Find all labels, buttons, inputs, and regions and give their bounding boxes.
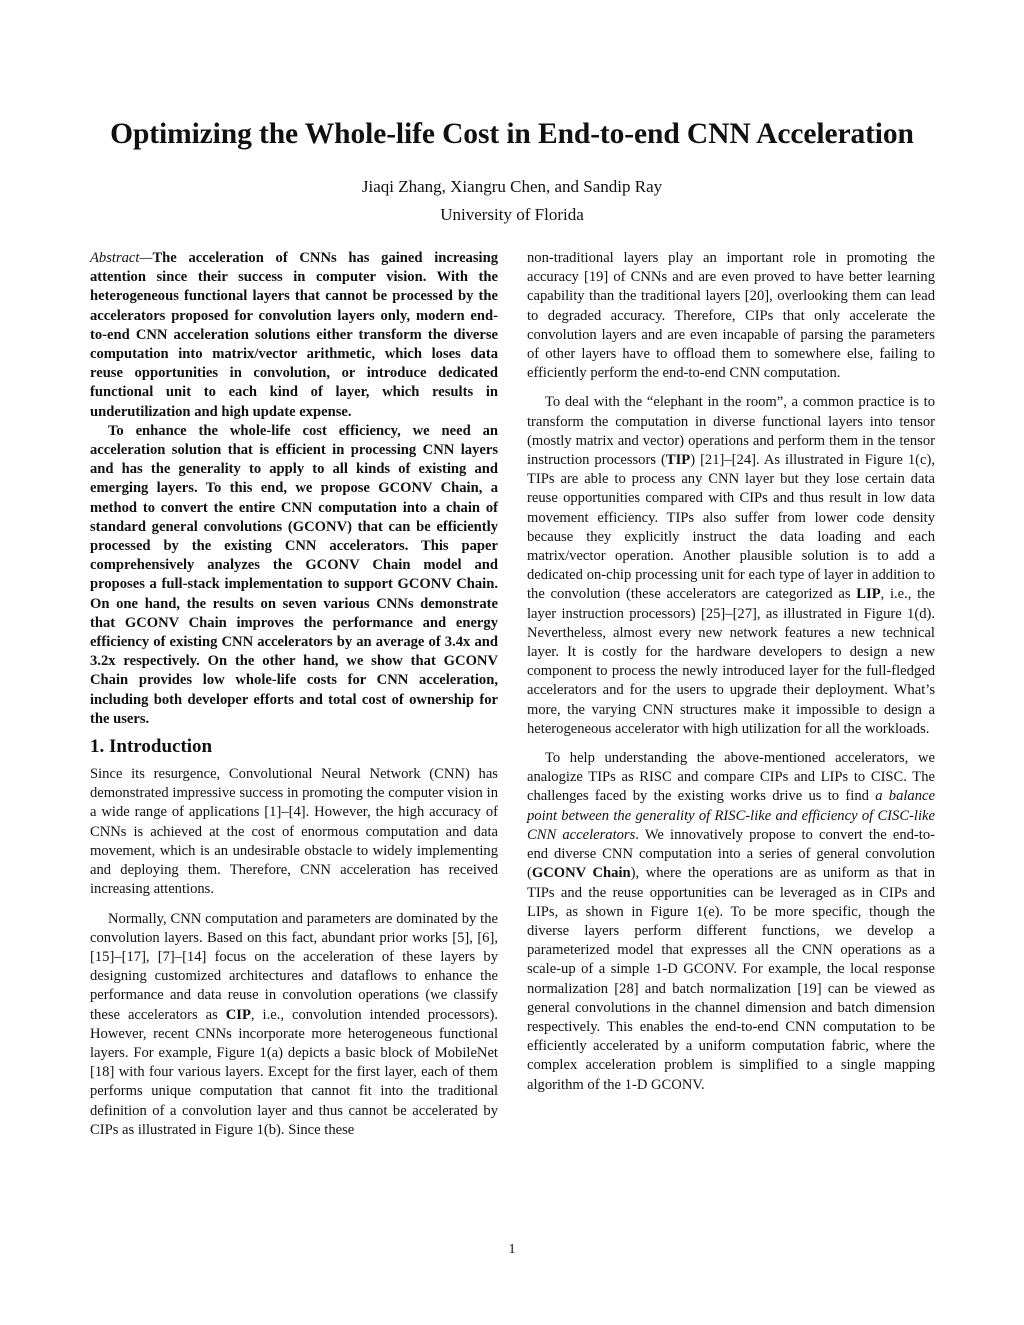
intro-paragraph-4 <box>527 393 935 739</box>
page-number: 1 <box>508 1242 516 1257</box>
term-gconv-chain: GCONV Chain <box>531 865 631 882</box>
intro-p5-text-a: To help understanding the above-mentioned accelerators, we analogize TIPs as RISC and compare CIPs and LIPs to CISC. The challenges faced by the existing works drive us to find <box>527 750 935 805</box>
intro-p5-text-b: . We innovatively propose to convert the end-to-end diverse CNN computation into a series of general convolution ( <box>527 826 935 882</box>
intro-p2-text-a: Normally, CNN computation and parameters are dominated by the convolution layers. Based on this fact, abundant prior works [5], [6], [15]–[17], [7]–[14] focus on the acceleration of these layers by designing customized architectures and dataflows to enhance the performance and data reuse in convolution operations (we classify these accelerators as <box>90 910 498 1023</box>
abstract <box>90 249 498 729</box>
term-lip: LIP <box>856 586 881 603</box>
abstract-label: Abstract— <box>90 250 153 266</box>
term-tip: TIP <box>665 452 691 469</box>
term-cip: CIP <box>225 1006 251 1023</box>
intro-paragraph-5 <box>527 749 935 1095</box>
intro-p5-emphasis: a balance point between the generality of RISC-like and efficiency of CISC-like CNN accelerators <box>527 788 935 843</box>
abstract-paragraph-1 <box>90 249 498 422</box>
intro-p4-text-b: ) [21]–[24]. As illustrated in Figure 1(c), TIPs are able to process any CNN layer but they lose certain data reuse opportunities compared with CIPs and thus result in low data movement efficiency. TIPs also suffer from lower code density because they explicitly instruct the data loading and each matrix/vector operation. Another plausible solution is to add a dedicated on-chip processing unit for each type of layer in addition to the convolution (these accelerators are categorized as <box>527 452 935 603</box>
intro-paragraph-2 <box>90 910 498 1140</box>
intro-paragraph-3: non-traditional layers play an important role in promoting the accuracy [19] of CNNs and are even proved to have better learning capability than the traditional layers [20], overlooking them can lead to degraded accuracy. Therefore, CIPs that only accelerate the convolution layers and are even incapable of parsing the parameters of other layers have to offload them to somewhere else, failing to efficiently perform the end-to-end CNN computation. <box>527 250 935 382</box>
left-column <box>90 249 498 1140</box>
intro-p4-text-a: To deal with the “elephant in the room”, a common practice is to transform the computation in diverse functional layers into tensor (mostly matrix and vector) operations and perform them in the tensor instruction processors ( <box>527 394 935 469</box>
paper-title: Optimizing the Whole-life Cost in End-to-end CNN Acceleration <box>110 118 914 150</box>
abstract-text-1: The acceleration of CNNs has gained increasing attention since their success in computer vision. With the heterogeneous functional layers that cannot be processed by the accelerators proposed for convolution layers only, modern end-to-end CNN acceleration solutions either transform the diverse computation into matrix/vector arithmetic, which loses data reuse opportunities in convolution, or introduce dedicated functional unit to each kind of layer, which results in underutilization and high update expense. <box>90 250 498 420</box>
intro-p5-text-c: ), where the operations are as uniform as that in TIPs and the reuse opportunities can be leveraged as in CIPs and LIPs, as shown in Figure 1(e). To be more specific, though the diverse layers perform different functions, we develop a parameterized model that expresses all the CNN operations as a scale-up of a simple 1-D GCONV. For example, the local response normalization [28] and batch normalization [19] can be viewed as general convolutions in the channel dimension and batch dimension respectively. This enables the end-to-end CNN computation to be efficiently accelerated by a uniform computation fabric, where the complex acceleration problem is simplified to a single mapping algorithm of the 1-D GCONV. <box>527 865 935 1093</box>
paper-authors: Jiaqi Zhang, Xiangru Chen, and Sandip Ray <box>361 177 663 196</box>
abstract-paragraph-2: To enhance the whole-life cost efficiency, we need an acceleration solution that is efficient in processing CNN layers and has the generality to apply to all kinds of existing and emerging layers. To this end, we propose GCONV Chain, a method to convert the entire CNN computation into a chain of standard general convolutions (GCONV) that can be efficiently processed by the existing CNN accelerators. This paper comprehensively analyzes the GCONV Chain model and proposes a full-stack implementation to support GCONV Chain. On one hand, the results on seven various CNNs demonstrate that GCONV Chain improves the performance and energy efficiency of existing CNN accelerators by an average of 3.4x and 3.2x respectively. On the other hand, we show that GCONV Chain provides low whole-life costs for CNN acceleration, including both developer efforts and total cost of ownership for the users. <box>90 422 498 727</box>
intro-p2-text-b: , i.e., convolution intended processors). However, recent CNNs incorporate more heterogeneous functional layers. For example, Figure 1(a) depicts a basic block of MobileNet [18] with four various layers. Except for the first layer, each of them performs unique computation that cannot fit into the traditional definition of a convolution layer and thus cannot be accelerated by CIPs as illustrated in Figure 1(b). Since these <box>90 1006 498 1138</box>
intro-p4-text-c: , i.e., the layer instruction processors) [25]–[27], as illustrated in Figure 1(d). Nevertheless, almost every new network features a new technical layer. It is costly for the hardware developers to design a new component to process the newly introduced layer for the full-fledged accelerators and for the users to upgrade their deployment. What’s more, the varying CNN structures make it impossible to design a heterogeneous accelerator with high utilization for all the workloads. <box>527 586 935 737</box>
paper-affiliation: University of Florida <box>440 205 584 224</box>
section-heading-introduction: 1. Introduction <box>90 736 213 758</box>
intro-paragraph-1: Since its resurgence, Convolutional Neural Network (CNN) has demonstrated impressive success in promoting the computer vision in a wide range of applications [1]–[4]. However, the high accuracy of CNNs is achieved at the cost of enormous computation and data movement, which is an undesirable obstacle to widely implementing and deploying them. Therefore, CNN acceleration has received increasing attentions. <box>90 766 498 898</box>
introduction-body <box>90 765 498 1140</box>
right-column <box>527 249 935 1095</box>
